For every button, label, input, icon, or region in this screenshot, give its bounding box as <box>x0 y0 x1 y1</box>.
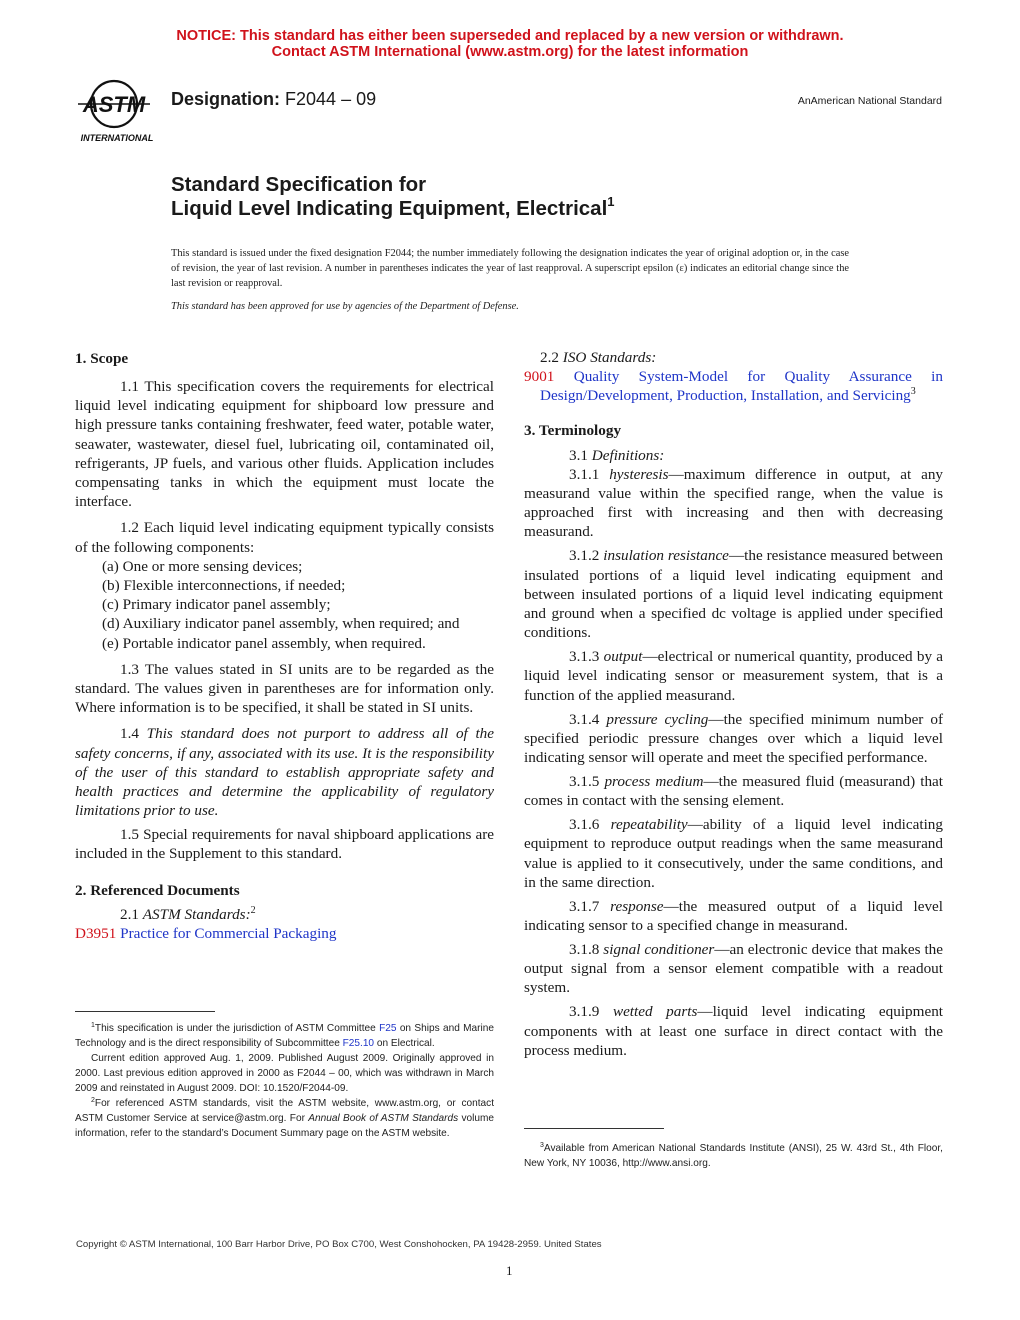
footnote-1-text-c: on Electrical. <box>374 1038 435 1049</box>
list-item: (c) Primary indicator panel assembly; <box>102 596 331 614</box>
dod-approval: This standard has been approved for use by agencies of the Department of Defense. <box>171 301 519 312</box>
reference-d3951[interactable] <box>75 924 494 943</box>
reference-iso-9001-footnote-ref: 3 <box>910 386 916 398</box>
left-footnotes <box>75 1021 494 1141</box>
definition-term: output <box>603 648 643 666</box>
footnote-3-number: 3 <box>540 1142 544 1149</box>
title-text: Liquid Level Indicating Equipment, Electrical <box>171 197 608 220</box>
definition-response <box>524 897 943 935</box>
reference-iso-9001-code[interactable]: 9001 <box>524 368 555 386</box>
definition-number: 3.1.2 <box>569 547 604 565</box>
section-2-1-footnote-ref: 2 <box>250 904 256 916</box>
list-item: (d) Auxiliary indicator panel assembly, when required; and <box>102 615 460 633</box>
title-line-1: Standard Specification for <box>171 173 427 196</box>
section-2-2 <box>540 348 943 367</box>
section-1-4 <box>75 724 494 820</box>
title-line-2 <box>171 196 931 222</box>
footnote-2-book-title: Annual Book of ASTM Standards <box>308 1113 459 1124</box>
title-footnote-ref: 1 <box>607 194 615 209</box>
definition-signal-conditioner <box>524 940 943 998</box>
definition-term: signal conditioner <box>603 941 715 959</box>
definition-hysteresis <box>524 465 943 542</box>
footnote-2 <box>75 1096 494 1141</box>
definition-number: 3.1.9 <box>569 1003 613 1021</box>
right-column <box>524 348 943 1065</box>
definition-text: —the measured output of a liquid level indicating sensor to a specified change in measurand. <box>524 897 943 935</box>
definition-text: —maximum difference in output, at any measurand value within the specified range, when the value is approached first with increasing and then with decreasing measurand. <box>524 465 944 541</box>
logo-international-text: INTERNATIONAL <box>80 133 154 143</box>
section-2-1 <box>75 905 494 924</box>
section-3-1-number: 3.1 <box>569 446 592 464</box>
definition-number: 3.1.8 <box>569 941 604 959</box>
referenced-documents-heading: 2. Referenced Documents <box>75 881 240 899</box>
footnote-divider-left <box>75 1011 215 1012</box>
section-1-4-text: This standard does not purport to address all of the safety concerns, if any, associated with its use. It is the responsibility of the user of this standard to establish appropriate safety and health practices and determine the applicability of regulatory limitations prior to use. <box>75 725 494 820</box>
footnote-1 <box>75 1021 494 1051</box>
definition-output <box>524 647 943 705</box>
notice-line-1: NOTICE: This standard has either been superseded and replaced by a new version or withdrawn. <box>176 28 844 44</box>
definition-term: hysteresis <box>609 465 669 483</box>
definition-text: —ability of a liquid level indicating equipment to reproduce output readings when the same measurand value is applied to it consecutively, under the same conditions, and in the same direction. <box>524 816 943 891</box>
section-1-3: 1.3 The values stated in SI units are to be regarded as the standard. The values given in parentheses are for information only. Where information is to be specified, it shall be stated in SI units. <box>75 660 494 717</box>
definition-wetted-parts <box>524 1002 943 1060</box>
component-list <box>75 557 494 653</box>
page-number: 1 <box>506 1263 513 1278</box>
definition-text: —electrical or numerical quantity, produced by a liquid level indicating sensor or measurement system, that is a function of the applied measurand. <box>524 648 943 704</box>
definition-text: —an electronic device that makes the output signal from a sensor element compatible with a readout system. <box>524 941 943 997</box>
definition-term: insulation resistance <box>603 547 729 565</box>
definition-term: wetted parts <box>612 1003 698 1021</box>
section-3-1-label: Definitions: <box>591 446 665 464</box>
definition-process-medium <box>524 772 943 810</box>
reference-iso-9001[interactable] <box>524 367 943 405</box>
list-item: (b) Flexible interconnections, if needed; <box>102 577 346 595</box>
definition-text: —the resistance measured between insulated portions of a liquid level indicating equipment and between insulated portions of a liquid level indicating equipment and ground when a specified dc voltage is applied under specified conditions. <box>524 547 944 642</box>
reference-iso-9001-title[interactable]: Quality System-Model for Quality Assurance in Design/Development, Production, Installation, and Servicing <box>540 368 943 405</box>
definition-term: pressure cycling <box>606 710 709 728</box>
left-column <box>75 349 494 948</box>
preface-text: This standard is issued under the fixed designation F2044; the number immediately following the designation indicates the year of original adoption or, in the case of revision, the year of last revision. A number in parentheses indicates the year of last reapproval. A superscript epsilon (ε) indicates an editorial change since the last revision or reapproval. <box>171 248 849 289</box>
footnote-2-number: 2 <box>91 1097 95 1104</box>
american-national-standard-label: AnAmerican National Standard <box>797 95 942 107</box>
section-1-2: 1.2 Each liquid level indicating equipment typically consists of the following components: <box>75 519 494 556</box>
footnote-3 <box>524 1141 943 1171</box>
definition-text: —liquid level indicating equipment components with at least one surface in direct contact with the process medium. <box>524 1003 944 1059</box>
scope-heading: 1. Scope <box>75 350 129 367</box>
designation <box>171 89 376 110</box>
footnote-1-text-b: on Ships and Marine Technology and is the direct responsibility of Subcommittee <box>75 1023 495 1049</box>
definition-number: 3.1.7 <box>569 897 611 915</box>
definition-term: process medium <box>604 773 704 791</box>
section-1-4-number: 1.4 <box>120 725 147 743</box>
footnote-1-text-a: This specification is under the jurisdiction of ASTM Committee <box>94 1023 380 1034</box>
astm-logo-icon <box>74 78 160 144</box>
footnote-2-text-a: For referenced ASTM standards, visit the ASTM website, www.astm.org, or contact ASTM Customer Service at service@astm.org. For <box>75 1098 494 1124</box>
definition-number: 3.1.3 <box>569 648 604 666</box>
list-item: (a) One or more sensing devices; <box>102 557 303 575</box>
copyright-notice: Copyright © ASTM International, 100 Barr Harbor Drive, PO Box C700, West Conshohocken, PA 19428-2959. United States <box>76 1239 602 1250</box>
footnote-divider-right <box>524 1128 664 1129</box>
section-2-1-label: ASTM Standards: <box>142 905 251 923</box>
definition-term: repeatability <box>610 816 688 834</box>
notice-line-2: Contact ASTM International (www.astm.org) for the latest information <box>271 44 749 60</box>
section-3-1 <box>524 446 943 465</box>
definition-number: 3.1.1 <box>569 465 610 483</box>
section-1-5: 1.5 Special requirements for naval shipboard applications are included in the Supplement to this standard. <box>75 826 494 863</box>
section-2-1-number: 2.1 <box>120 905 143 923</box>
logo-mark-text: ASTM <box>82 92 146 117</box>
section-2-2-label: ISO Standards: <box>562 349 657 366</box>
definition-text: —the specified minimum number of specified periodic pressure changes over which a liquid level indicating sensor will operate and meet the specified performance. <box>524 710 943 767</box>
definition-pressure-cycling <box>524 710 943 768</box>
definition-number: 3.1.4 <box>569 710 607 728</box>
right-footnotes <box>524 1141 943 1171</box>
definition-term: response <box>610 897 664 915</box>
astm-logo <box>74 78 160 144</box>
footnote-2-text-b: volume information, refer to the standard’s Document Summary page on the ASTM website. <box>75 1113 495 1139</box>
footnote-3-text: Available from American National Standards Institute (ANSI), 25 W. 43rd St., 4th Floor, New York, NY 10036, http://www.ansi.org. <box>524 1143 943 1169</box>
definition-insulation-resistance <box>524 546 943 642</box>
footnote-1-edition: Current edition approved Aug. 1, 2009. Published August 2009. Originally approved in 2000. Last previous edition approved in 2000 as F2044 – 00, which was withdrawn in March 2009 and reinstated in August 2009. DOI: 10.1520/F2044-09. <box>75 1053 494 1094</box>
footnote-1-number: 1 <box>91 1022 95 1029</box>
definition-number: 3.1.5 <box>569 773 605 791</box>
designation-code: F2044 – 09 <box>285 89 377 109</box>
section-1-1: 1.1 This specification covers the requirements for electrical liquid level indicating equipment for shipboard low pressure and high pressure tanks containing freshwater, feed water, potable water, seawater, wastewater, diesel fuel, lubricating oil, contaminated oil, refrigerants, JP fuels, and various other fluids. Application includes compensating tanks in which the equipment must locate the interface. <box>75 378 494 511</box>
list-item: (e) Portable indicator panel assembly, when required. <box>102 634 426 652</box>
subcommittee-f25-10-link[interactable]: F25.10 <box>342 1038 375 1049</box>
reference-d3951-code[interactable]: D3951 <box>75 924 117 942</box>
reference-d3951-title[interactable]: Practice for Commercial Packaging <box>120 924 337 942</box>
terminology-heading: 3. Terminology <box>524 421 622 439</box>
definition-text: —the measured fluid (measurand) that comes in contact with the sensing element. <box>524 773 944 810</box>
definition-number: 3.1.6 <box>569 816 611 834</box>
section-2-2-number: 2.2 <box>540 349 563 366</box>
designation-label: Designation: <box>171 89 281 109</box>
committee-f25-link[interactable]: F25 <box>379 1023 397 1034</box>
definition-repeatability <box>524 815 943 892</box>
